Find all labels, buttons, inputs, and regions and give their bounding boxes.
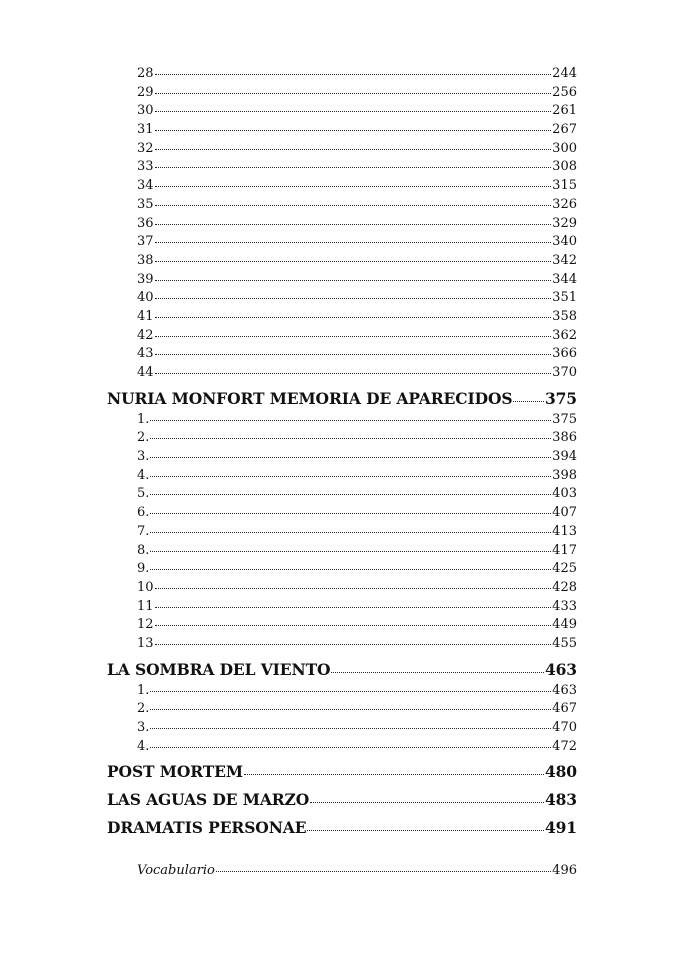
chapter-number: 5. xyxy=(137,486,150,502)
dot-leader xyxy=(155,205,552,206)
chapter-number: 10 xyxy=(137,579,154,595)
dot-leader xyxy=(155,625,552,626)
toc-entry xyxy=(107,308,577,327)
toc-entry xyxy=(107,233,577,252)
toc-entry xyxy=(107,504,577,523)
chapters-part1-group xyxy=(107,65,577,383)
toc-entry xyxy=(107,467,577,486)
chapter-number: 43 xyxy=(137,346,154,362)
chapter-number: 2. xyxy=(137,701,150,717)
chapters-sombra-group xyxy=(107,682,577,757)
page-number: 358 xyxy=(552,308,577,324)
page-number: 366 xyxy=(552,346,577,362)
dot-leader xyxy=(155,186,552,187)
page-number: 463 xyxy=(544,659,577,679)
dot-leader xyxy=(150,476,551,477)
dot-leader xyxy=(155,242,552,243)
page-number: 315 xyxy=(552,178,577,194)
page-number: 398 xyxy=(552,467,577,483)
page-number: 455 xyxy=(552,635,577,651)
page-number: 449 xyxy=(552,617,577,633)
chapter-number: 39 xyxy=(137,271,154,287)
dot-leader xyxy=(150,709,551,710)
chapter-number: 12 xyxy=(137,617,154,633)
toc-entry xyxy=(107,635,577,654)
chapter-number: 11 xyxy=(137,598,154,614)
chapter-number: 41 xyxy=(137,308,154,324)
section-heading-nuria xyxy=(107,386,577,411)
dot-leader xyxy=(155,93,552,94)
chapter-number: 9. xyxy=(137,561,150,577)
page-number: 491 xyxy=(544,818,577,838)
page-number: 362 xyxy=(552,327,577,343)
chapter-number: 3. xyxy=(137,449,150,465)
dot-leader xyxy=(155,373,552,374)
section-heading-dramatis xyxy=(107,815,577,840)
page-number: 344 xyxy=(552,271,577,287)
section-title: NURIA MONFORT MEMORIA DE APARECIDOS xyxy=(107,388,513,408)
page-number: 351 xyxy=(552,290,577,306)
toc-entry xyxy=(107,719,577,738)
toc-entry xyxy=(107,177,577,196)
page-number: 329 xyxy=(552,215,577,231)
chapter-number: 44 xyxy=(137,365,154,380)
dot-leader xyxy=(310,802,544,803)
dot-leader xyxy=(155,149,552,150)
dot-leader xyxy=(150,747,551,748)
toc-entry xyxy=(107,65,577,84)
page-number: 403 xyxy=(552,486,577,502)
page-number: 417 xyxy=(552,542,577,558)
toc-entry xyxy=(107,158,577,177)
dot-leader xyxy=(155,336,552,337)
toc-entry xyxy=(107,616,577,635)
toc-entry xyxy=(107,271,577,290)
section-heading-aguas xyxy=(107,787,577,812)
entry-title: Vocabulario xyxy=(137,863,215,879)
chapter-number: 7. xyxy=(137,523,150,539)
toc-entry xyxy=(107,215,577,234)
toc-entry xyxy=(107,289,577,308)
page-number: 267 xyxy=(552,122,577,138)
page-number: 244 xyxy=(552,66,577,81)
toc-entry xyxy=(107,121,577,140)
dot-leader xyxy=(155,261,552,262)
chapter-number: 34 xyxy=(137,178,154,194)
dot-leader xyxy=(331,672,544,673)
toc-entry xyxy=(107,429,577,448)
page-number: 483 xyxy=(544,790,577,810)
chapter-number: 4. xyxy=(137,738,150,754)
page-number: 463 xyxy=(552,682,577,698)
dot-leader xyxy=(155,644,552,645)
dot-leader xyxy=(155,588,552,589)
dot-leader xyxy=(150,494,551,495)
table-of-contents xyxy=(107,65,577,881)
chapter-number: 35 xyxy=(137,196,154,212)
dot-leader xyxy=(155,130,552,131)
dot-leader xyxy=(150,532,551,533)
dot-leader xyxy=(307,830,544,831)
section-title: DRAMATIS PERSONAE xyxy=(107,818,307,838)
dot-leader xyxy=(150,691,551,692)
dot-leader xyxy=(155,298,552,299)
dot-leader xyxy=(150,728,551,729)
page-number: 300 xyxy=(552,140,577,156)
chapter-number: 36 xyxy=(137,215,154,231)
chapter-number: 38 xyxy=(137,252,154,268)
page-number: 467 xyxy=(552,701,577,717)
dot-leader xyxy=(155,317,552,318)
chapter-number: 37 xyxy=(137,234,154,250)
dot-leader xyxy=(155,167,552,168)
toc-entry xyxy=(107,196,577,215)
section-title: LA SOMBRA DEL VIENTO xyxy=(107,659,331,679)
page-number: 496 xyxy=(552,863,577,879)
toc-entry xyxy=(107,327,577,346)
dot-leader xyxy=(155,354,552,355)
chapter-number: 32 xyxy=(137,140,154,156)
chapter-number: 3. xyxy=(137,720,150,735)
page-number: 375 xyxy=(544,388,577,408)
page-number: 386 xyxy=(552,430,577,446)
page-number: 375 xyxy=(552,411,577,427)
chapter-number: 2. xyxy=(137,430,150,446)
toc-entry xyxy=(107,598,577,617)
dot-leader xyxy=(155,280,552,281)
page-number: 261 xyxy=(552,103,577,119)
chapters-nuria-group xyxy=(107,411,577,654)
page-number: 407 xyxy=(552,505,577,521)
toc-entry xyxy=(107,140,577,159)
toc-entry xyxy=(107,345,577,364)
page-number: 370 xyxy=(552,365,577,380)
dot-leader xyxy=(150,420,551,421)
toc-entry xyxy=(107,700,577,719)
section-title: LAS AGUAS DE MARZO xyxy=(107,790,310,810)
section-heading-sombra xyxy=(107,657,577,682)
page-number: 425 xyxy=(552,561,577,577)
chapter-number: 42 xyxy=(137,327,154,343)
section-title: POST MORTEM xyxy=(107,762,243,782)
chapter-number: 6. xyxy=(137,505,150,521)
chapter-number: 29 xyxy=(137,84,154,100)
toc-entry xyxy=(107,485,577,504)
toc-entry xyxy=(107,682,577,701)
page-number: 413 xyxy=(552,523,577,539)
dot-leader xyxy=(155,111,552,112)
chapter-number: 4. xyxy=(137,467,150,483)
toc-entry xyxy=(107,411,577,430)
dot-leader xyxy=(513,401,543,402)
dot-leader xyxy=(150,551,551,552)
page-number: 428 xyxy=(552,579,577,595)
page-number: 256 xyxy=(552,84,577,100)
toc-entry xyxy=(107,252,577,271)
toc-entry xyxy=(107,448,577,467)
toc-entry xyxy=(107,560,577,579)
chapter-number: 1. xyxy=(137,682,150,698)
chapter-number: 1. xyxy=(137,411,150,427)
page-number: 470 xyxy=(552,720,577,735)
chapter-number: 28 xyxy=(137,66,154,81)
page-number: 308 xyxy=(552,159,577,175)
chapter-number: 8. xyxy=(137,542,150,558)
chapter-number: 33 xyxy=(137,159,154,175)
page-number: 342 xyxy=(552,252,577,268)
page-number: 340 xyxy=(552,234,577,250)
page-number: 326 xyxy=(552,196,577,212)
toc-entry xyxy=(107,523,577,542)
dot-leader xyxy=(155,224,552,225)
toc-entry xyxy=(107,542,577,561)
page-number: 480 xyxy=(544,762,577,782)
toc-entry xyxy=(107,102,577,121)
dot-leader xyxy=(150,457,551,458)
chapter-number: 31 xyxy=(137,122,154,138)
toc-entry xyxy=(107,579,577,598)
dot-leader xyxy=(244,774,544,775)
chapter-number: 30 xyxy=(137,103,154,119)
toc-entry-vocabulario xyxy=(107,862,577,881)
dot-leader xyxy=(150,513,551,514)
page-number: 394 xyxy=(552,449,577,465)
toc-entry xyxy=(107,84,577,103)
toc-entry xyxy=(107,738,577,757)
toc-entry xyxy=(107,364,577,383)
chapter-number: 40 xyxy=(137,290,154,306)
dot-leader xyxy=(155,74,552,75)
page-number: 472 xyxy=(552,738,577,754)
section-heading-post-mortem xyxy=(107,759,577,784)
chapter-number: 13 xyxy=(137,635,154,651)
dot-leader xyxy=(216,871,551,872)
dot-leader xyxy=(150,569,551,570)
dot-leader xyxy=(150,438,551,439)
dot-leader xyxy=(155,607,552,608)
page-number: 433 xyxy=(552,598,577,614)
